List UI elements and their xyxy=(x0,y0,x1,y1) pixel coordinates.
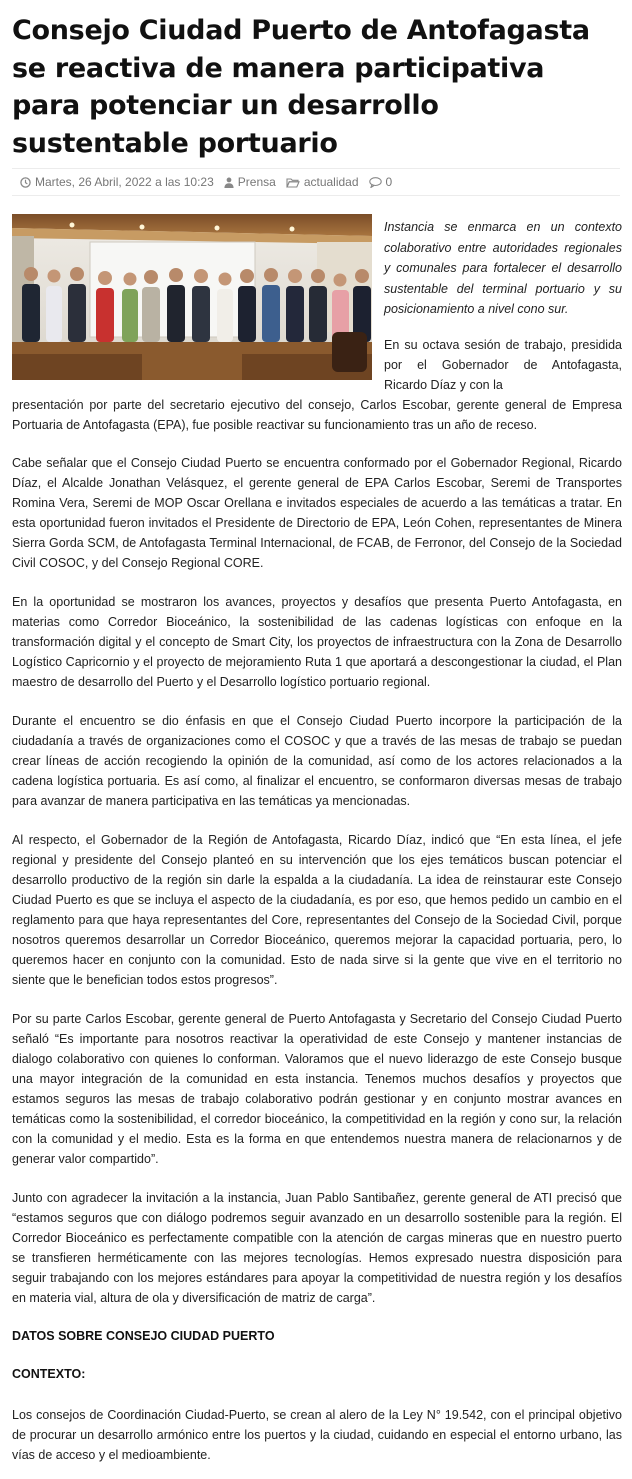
meeting-group-photo xyxy=(12,214,372,380)
article-category[interactable]: actualidad xyxy=(303,175,359,189)
people-silhouettes xyxy=(22,267,371,342)
paragraph-7: Junto con agradecer la invitación a la instancia, Juan Pablo Santibañez, gerente general de ATI precisó que “estamos seguros que con diálogo podremos seguir avanzado en un desarrollo sostenible para la región. El Corredor Bioceánico es perfectamente compatible con la atención de cargas mineras que en nuestro puerto se transfieren herméticamente con las mejores tecnologías. Hemos expresado nuestra disposición para seguir trabajando con los mejores estándares para apoyar la competitividad de nuestra región y los desafíos en materia vial, altura de ola y diversificación de matriz de carga”. xyxy=(12,1191,622,1305)
comment-count[interactable]: 0 xyxy=(385,175,393,189)
paragraph-6: Por su parte Carlos Escobar, gerente general de Puerto Antofagasta y Secretario del Consejo Ciudad Puerto señaló “Es importante para nosotros reactivar la operatividad de este Consejo y mantener instancias de dialogo colaborativo con quienes lo conforman. Valoramos que el nuevo liderazgo de este Consejo busque una mayor integración de la comunidad en esta instancia. Tenemos muchos desafíos y proyectos que estamos seguros las mesas de trabajo colaborativo podrán gestionar y en conjunto mostrar avances en temáticas como la sostenibilidad, el corredor bioceánico, la competitividad en la región y cono sur, la relación con la comunidad y el medio. Esta es la forma en que entendemos nuestra manera de relacionarnos y de generar valor compartido”. xyxy=(12,1012,622,1166)
paragraph-8: Los consejos de Coordinación Ciudad-Puerto, se crean al alero de la Ley N° 19.542, con el principal objetivo de procurar un desarrollo armónico entre los puertos y la ciudad, cuidando en especial el entorno urbano, las vías de acceso y el medioambiente. xyxy=(12,1408,622,1462)
article-author[interactable]: Prensa xyxy=(237,175,276,189)
paragraph-1b: presentación por parte del secretario ejecutivo del consejo, Carlos Escobar, gerente general de Empresa Portuaria de Antofagasta (EPA), fue posible reactivar su funcionamiento tras un año de receso. xyxy=(12,398,622,432)
date-meta xyxy=(20,175,214,189)
comments-meta[interactable] xyxy=(369,175,393,189)
author-meta[interactable] xyxy=(224,175,276,189)
category-meta[interactable] xyxy=(286,175,359,189)
paragraph-5: Al respecto, el Gobernador de la Región de Antofagasta, Ricardo Díaz, indicó que “En esta línea, el jefe regional y presidente del Consejo planteó en su intervención que los ejes temáticos buscan potenciar el desarrollo productivo de la región sin darle la espalda a la ciudadanía. La idea de reinstaurar este Consejo Ciudad Puerto es que se incluya el aspecto de la ciudadanía, es por eso, que hemos pedido un cambio en el reglamento para que haya representantes del Core, representantes del Consejo de la Sociedad Civil, porque nosotros queremos desarrollar un Corredor Bioceánico, queremos mejorar la capacidad portuaria, pero, lo queremos hacer en conjunto con la comunidad. Esto de nada sirve si la gente que vive en el territorio no siente que le benefician todos estos progresos”. xyxy=(12,833,622,987)
section-heading-datos: DATOS SOBRE CONSEJO CIUDAD PUERTO xyxy=(12,1329,275,1343)
article-title: Consejo Ciudad Puerto de Antofagasta se reactiva de manera participativa para potenciar un desarrollo sustentable portuario xyxy=(12,15,590,159)
article-date: Martes, 26 Abril, 2022 a las 10:23 xyxy=(35,175,214,189)
paragraph-3: En la oportunidad se mostraron los avances, proyectos y desafíos que presenta Puerto Antofagasta, en materias como Corredor Bioceánico, la sostenibilidad de las cadenas logísticas con enfoque en la transformación digital y el concepto de Smart City, los proyectos de infraestructura con la Zona de Desarrollo Logístico Capricornio y el proyecto de mejoramiento Ruta 1 que aportará a descongestionar la ciudad, el Plan maestro de desarrollo del Puerto y el Desarrollo logístico portuario regional. xyxy=(12,595,622,689)
user-icon xyxy=(224,177,234,188)
article-lead: Instancia se enmarca en un contexto colaborativo entre autoridades regionales y comunales para fortalecer el desarrollo sustentable del terminal portuario y su posicionamiento a nivel cono sur. xyxy=(384,220,622,316)
paragraph-2: Cabe señalar que el Consejo Ciudad Puerto se encuentra conformado por el Gobernador Regional, Ricardo Díaz, el Alcalde Jonathan Velásquez, el gerente general de EPA Carlos Escobar, Seremi de Transportes Romina Vera, Seremi de MOP Oscar Orellana e invitados especiales de acuerdo a las temáticas a tratar. En esta oportunidad fueron invitados el Presidente de Directorio de EPA, León Cohen, representantes de Minera Sierra Gorda SCM, de Antofagasta Terminal Internacional, de FCAB, de Ferronor, del Consejo de la Sociedad Civil COSOC, y del Consejo Regional CORE. xyxy=(12,456,622,570)
article-photo xyxy=(12,214,372,380)
paragraph-4: Durante el encuentro se dio énfasis en que el Consejo Ciudad Puerto incorpore la participación de la ciudadanía a través de organizaciones como el COSOC y que a través de las mesas de trabajo se puedan crear líneas de acción recogiendo la opinión de la comunidad, así como de los actores relacionados a la cadena logística portuaria. Es así como, al finalizar el encuentro, se conformaron diversas mesas de trabajo para avanzar de manera participativa en las temáticas ya mencionadas. xyxy=(12,714,622,808)
article-meta xyxy=(12,168,620,196)
section-heading-contexto: CONTEXTO: xyxy=(12,1367,86,1381)
comment-icon xyxy=(369,177,382,188)
clock-icon xyxy=(20,177,31,188)
paragraph-1a: En su octava sesión de trabajo, presidida por el Gobernador de Antofagasta, Ricardo Díaz y con la xyxy=(384,338,622,392)
folder-open-icon xyxy=(286,177,300,188)
